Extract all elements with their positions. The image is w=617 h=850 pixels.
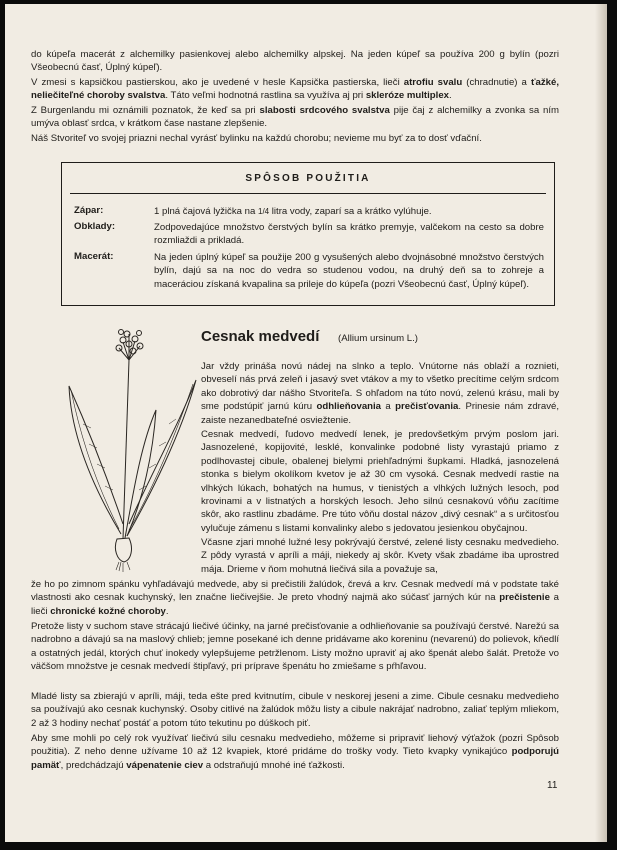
article-paragraph-4: Pretože listy v suchom stave strácajú liečivé účinky, na jarné prečisťovanie a odhlieňovanie sa používajú čerstvé. Narežú sa nadrobno a dávajú sa na maslový chlieb; jemne posekané ich denne pridávame ako koreninu (nevarenú) do polievok, kňedlí a ostatných jedál, ktorých chuť inokedy vylepšujeme petržlenom. Listy možno upraviť aj ako špenát alebo šalát. Pretože vo väčšom množstve je cesnak medvedí štipľavý, pri príprave špenátu ho zmiešame s pŕhľavou.: [31, 621, 559, 673]
roots: [116, 562, 130, 572]
article-paragraph-1: Jar vždy prináša novú nádej na slnko a teplo. Vnútorne nás oblaží a roznieti, obveselí nás prvá zeleň i jasavý svet vtákov a my to všetko precítime celým srdcom ako dobrotivý dar nášho Stvoriteľa. S ohľadom na túto novú, zelenú krásu, mali by sme podstúpiť jarnú kúru odhlieňovania a prečisťovania. Prinesie nám zdravé, zaiste nezanedbateľné osviežtenie.: [201, 361, 559, 426]
obklady-text: Zodpovedajúce množstvo čerstvých bylín sa krátko premyje, valčekom na cesto sa dobre rozmliaždi a prikladá.: [154, 222, 544, 247]
book-page: [5, 4, 607, 842]
flower-umbel: [116, 330, 143, 361]
intro-paragraph-1: do kúpeľa macerát z alchemilky pasienkovej alebo alchemilky alpskej. Na jeden kúpeľ sa používa 200 g bylín (pozri Všeobecnú časť, Úplný kúpeľ).: [31, 49, 559, 74]
zapar-text: 1 plná čajová lyžička na 1/4 litra vody, zaparí sa a krátko vylúhuje.: [154, 206, 432, 217]
article-paragraph-3-bottom: že ho po zimnom spánku vyhľadávajú medvede, aby si prečistili žalúdok, črevá a krv. Cesnak medvedí má v podstate také vlastnosti ako cesnak kuchynský, len značne liečivejšie. Je preto vhodný najmä ako súčasť jarných kúr na prečistenie a lieči chronické kožné choroby.: [31, 579, 559, 617]
article-paragraph-6: Aby sme mohli po celý rok využívať liečivú silu cesnaku medvedieho, môžeme si pripraviť liehový výťažok (pozri Spôsob použitia). Z neho denne užívame 10 až 12 kvapiek, ktoré pridáme do trošky vody. Tieto kvapky vynikajúco podporujú pamäť, predchádzajú vápenatenie ciev a odstraňujú mnohé iné ťažkosti.: [31, 733, 559, 771]
plant-stem: [123, 360, 129, 539]
page-edge-shadow: [595, 4, 607, 842]
zapar-label: Zápar:: [74, 205, 104, 216]
page-number: 11: [547, 780, 558, 791]
leaf-right: [127, 380, 196, 536]
article-latin-name: (Allium ursinum L.): [338, 333, 418, 344]
intro-paragraph-3: Z Burgenlandu mi oznámili poznatok, že keď sa pri slabosti srdcového svalstva pije čaj z alchemilky a zvonka sa ním umýva oblasť srdca, v krátkom čase nastane zlepšenie.: [31, 105, 559, 130]
article-paragraph-3-top: Včasne zjari mnohé lužné lesy pokrývajú čerstvé, zelené listy cesnaku medvedieho. Z pôdy vyrastá v apríli a máji, niekedy aj skôr. Kvety však zbadáme iba uprostred mája. Drieme v ňom mohutná liečivá sila a považuje sa,: [201, 537, 559, 575]
usage-box: [61, 162, 555, 306]
macerat-text: Na jeden úplný kúpeľ sa použije 200 g vysušených alebo dvojnásobné množstvo čerstvých bylín, dajú sa na noc do vedra so studenou vodou, na druhý deň sa to zohreje a maceráciou získaná kvapalina sa prileje do kúpeľa (pozri Všeobecnú časť, Úplný kúpeľ).: [154, 252, 544, 290]
leaf-left: [69, 386, 123, 534]
wild-garlic-illustration: [61, 324, 211, 574]
bulb: [115, 538, 131, 562]
macerat-label: Macerát:: [74, 251, 114, 262]
leaf-middle: [125, 410, 156, 538]
intro-paragraph-2: V zmesi s kapsičkou pastierskou, ako je uvedené v hesle Kapsička pastierska, lieči atrofiu svalu (chradnutie) a ťažké, neliečiteľné choroby svalstva. Táto veľmi hodnotná rastlina sa využíva aj pri skleróze multiplex.: [31, 77, 560, 102]
article-title: Cesnak medvedí: [201, 328, 320, 345]
intro-paragraph-4: Náš Stvoriteľ vo svojej priazni nechal vyrásť bylinku na každú chorobu; nevieme mu byť za to dosť vďační.: [31, 133, 482, 144]
article-paragraph-2: Cesnak medvedí, ľudovo medvedí lenek, je predovšetkým prvým poslom jari. Jasnozelené, kopijovité, lesklé, konvalinke podobné listy vyrastajú priamo z podlhovastej cibule, obalenej bielymi priehľadnými šupkami. Hladká, jasnozelená stonka s bielym okolíkom kvetov je až 30 cm vysoká. Cesnak medvedí rastie na vlhkých lúkach, bohatých na humus, v tienistých a vlhkých lužných lesoch, pod krovinami a v listnatých a horských lesoch. Jeho silnú cesnakovú vôňu zacítime skôr, ako rastlinu zbadáme. Pre túto vôňu dostal názov „divý cesnak“ a s určitosťou vylučuje zámenu s listami konvalinky alebo s jedovatou jesienkou obyčajnou.: [201, 429, 559, 534]
usage-box-title: SPÔSOB POUŽITIA: [245, 173, 371, 184]
article-paragraph-5: Mladé listy sa zbierajú v apríli, máji, teda ešte pred kvitnutím, cibule v neskorej jeseni a zime. Cibule cesnaku medvedieho sa používajú ako cesnak kuchynský. Osoby citlivé na žalúdok môžu listy a cibule nakrájať nadrobno, zaliať teplým mliekom, 2 až 3 hodiny nechať postáť a potom túto tekutinu po dúškoch piť.: [31, 691, 559, 729]
obklady-label: Obklady:: [74, 221, 116, 232]
usage-box-divider: [70, 193, 546, 194]
